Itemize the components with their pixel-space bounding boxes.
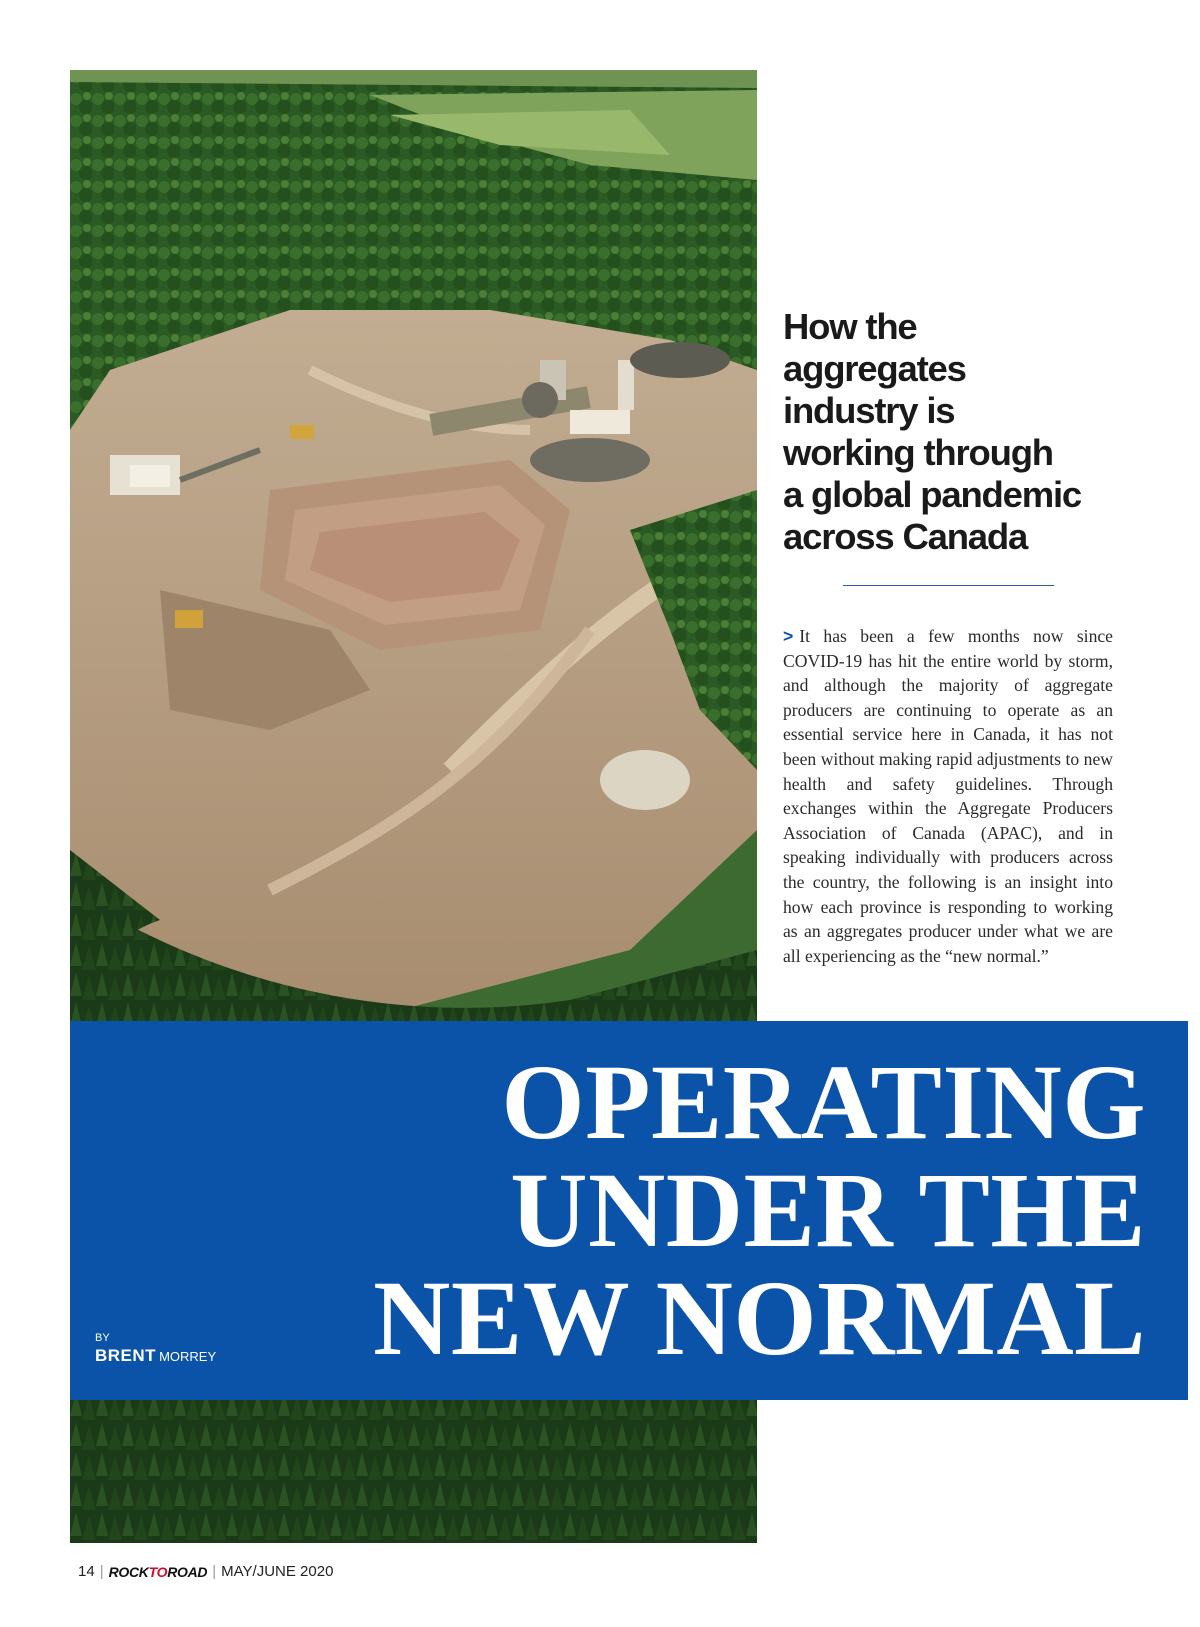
magazine-logo-mid: TO [148,1563,168,1580]
page-number: 14 [78,1563,95,1580]
deck-line: a global pandemic [783,474,1082,515]
title-banner [70,1021,1188,1400]
author-first-name: BRENT [95,1346,157,1365]
deck-line: working through [783,432,1053,473]
intro-text: It has been a few months now since COVID-19 has hit the entire world by storm, and although the majority of aggregate producers are continuing to operate as an essential service here in Canada, it has not been without making rapid adjustments to new health and safety guidelines. Through exchanges within the Aggregate Producers Association of Canada (APAC), and in speaking individually with producers across the country, the following is an insight into how each province is responding to working as an aggregates producer under what we are all experiencing as the “new normal.” [783,626,1113,966]
article-deck [783,306,1123,558]
article-title [373,1044,1146,1378]
byline [95,1332,216,1366]
deck-line: aggregates [783,348,966,389]
deck-line: How the [783,306,917,347]
intro-paragraph [783,624,1113,968]
author-last-name: MORREY [159,1349,217,1364]
magazine-logo-left: ROCK [108,1563,149,1580]
title-line: OPERATING [501,1044,1146,1162]
magazine-logo-right: ROAD [167,1563,208,1580]
deck-line: industry is [783,390,955,431]
magazine-logo [109,1564,208,1580]
deck-divider [843,585,1054,586]
page-footer [78,1563,333,1580]
footer-separator: | [99,1563,104,1580]
issue-date: MAY/JUNE 2020 [221,1563,334,1580]
byline-by: BY [95,1332,110,1344]
chevron-right-icon: > [783,626,794,646]
footer-separator: | [212,1563,217,1580]
title-line: UNDER THE [510,1152,1146,1270]
title-line: NEW NORMAL [373,1260,1146,1378]
deck-line: across Canada [783,516,1028,557]
